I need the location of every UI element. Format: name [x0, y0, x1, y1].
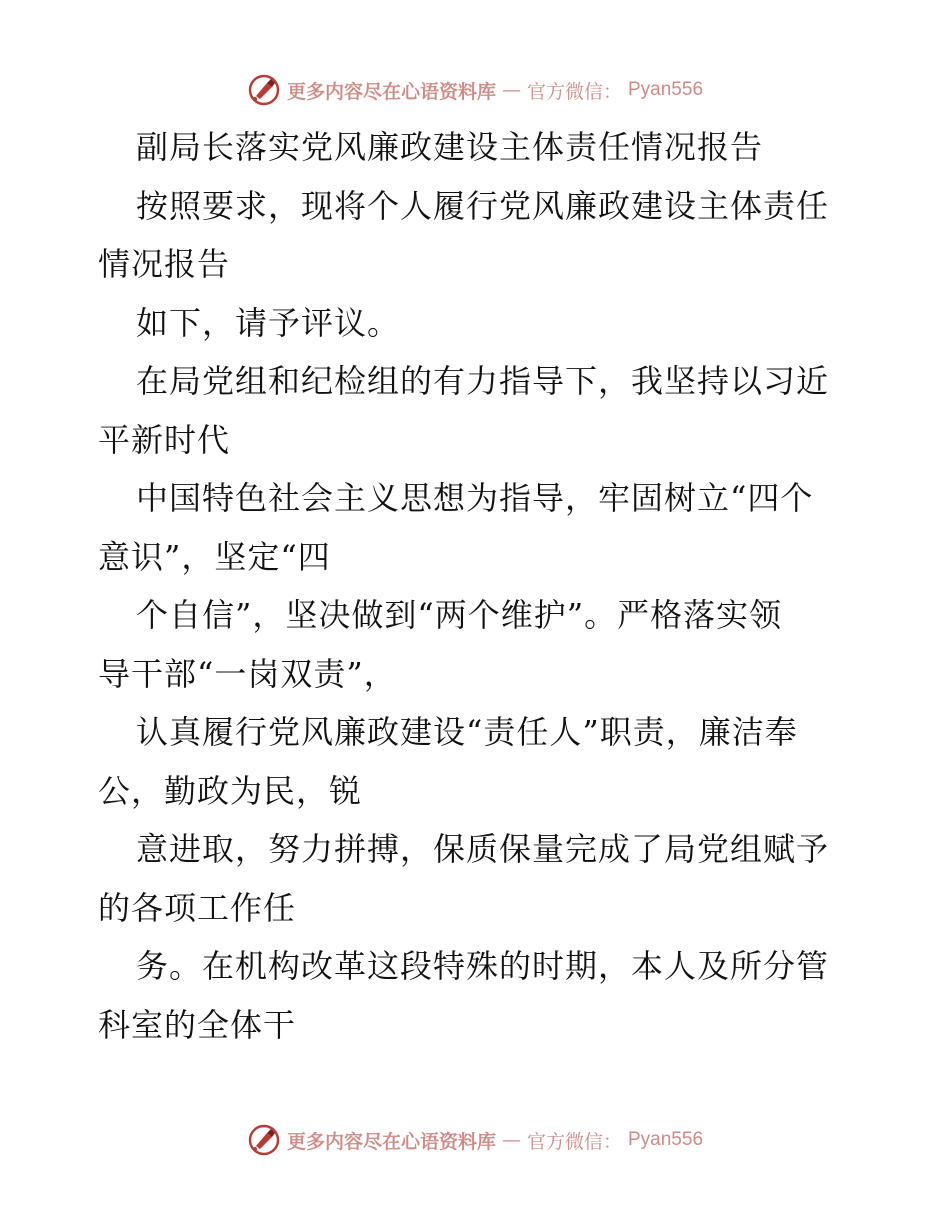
watermark-site-text: 更多内容尽在心语资料库 [286, 1130, 496, 1153]
paragraph-line: 意识”，坚定“四 [98, 537, 331, 576]
paragraph-line: 按照要求，现将个人履行党风廉政建设主体责任 [136, 186, 830, 225]
watermark-wechat-label: 官方微信： [526, 1130, 622, 1153]
watermark-site-text: 更多内容尽在心语资料库 [286, 80, 496, 103]
watermark-dash: — [501, 1129, 521, 1151]
document-title: 副局长落实党风廉政建设主体责任情况报告 [136, 128, 764, 166]
paragraph-line: 科室的全体干 [98, 1005, 297, 1044]
paragraph-line: 公，勤政为民，锐 [98, 771, 363, 810]
paragraph-line: 务。在机构改革这段特殊的时期，本人及所分管 [136, 947, 830, 985]
paragraph-line: 平新时代 [98, 420, 231, 459]
paragraph-line: 个自信”，坚决做到“两个维护”。严格落实领 [136, 596, 783, 634]
paragraph-line: 中国特色社会主义思想为指导，牢固树立“四个 [136, 479, 814, 517]
paragraph-line: 导干部“一岗双责”， [98, 654, 397, 693]
paragraph-line: 如下，请予评议。 [136, 303, 401, 342]
document-body [98, 118, 858, 1054]
paragraph-line: 认真履行党风廉政建设“责任人”职责，廉洁奉 [136, 713, 798, 751]
watermark-dash: — [501, 79, 521, 101]
paragraph-line: 在局党组和纪检组的有力指导下，我坚持以习近 [136, 362, 830, 400]
watermark-footer [0, 1122, 950, 1158]
pen-nib-logo-icon [247, 73, 281, 107]
paragraph-line: 意进取，努力拼搏，保质保量完成了局党组赋予 [136, 830, 830, 868]
watermark-wechat-id: Pyan556 [628, 1129, 704, 1150]
paragraph-line: 的各项工作任 [98, 888, 297, 927]
watermark-wechat-label: 官方微信： [526, 80, 622, 103]
watermark-header [0, 72, 950, 108]
paragraph-line: 情况报告 [98, 245, 231, 283]
watermark-wechat-id: Pyan556 [628, 79, 704, 100]
pen-nib-logo-icon [247, 1123, 281, 1157]
